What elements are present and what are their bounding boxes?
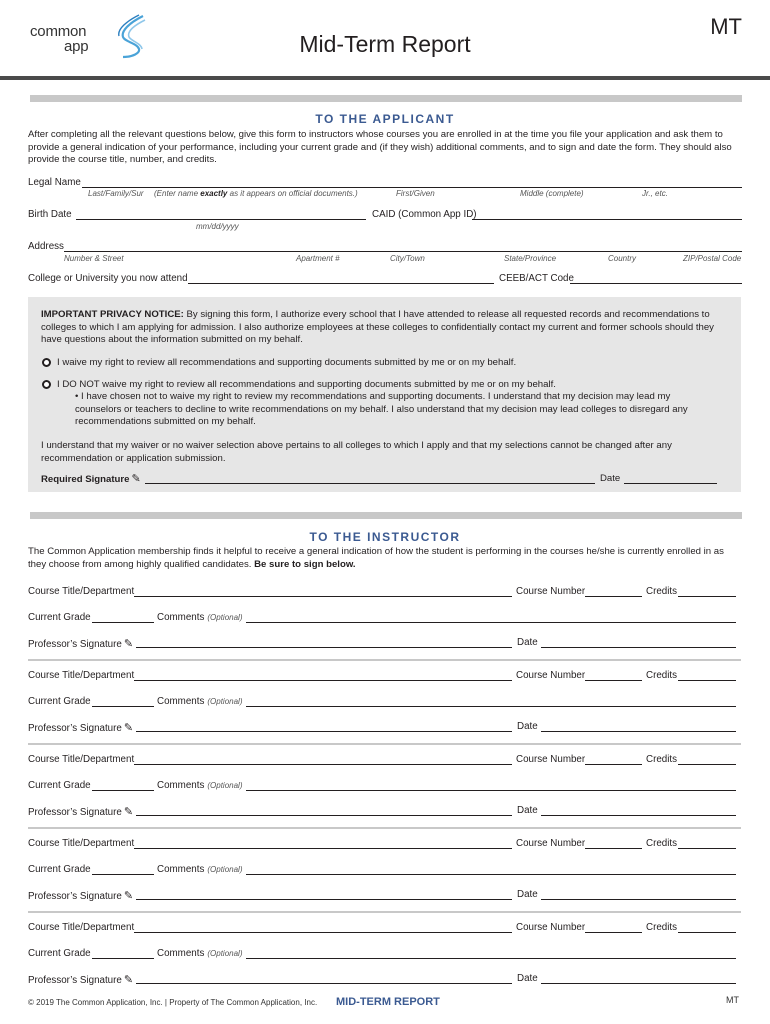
form-code: MT bbox=[710, 14, 742, 39]
page-title: Mid-Term Report bbox=[299, 31, 471, 57]
footer-copyright: © 2019 The Common Application, Inc. | Property of The Common Application, Inc. bbox=[28, 998, 318, 1007]
course-number-label: Course Number bbox=[516, 586, 586, 597]
current-grade-field[interactable] bbox=[92, 790, 154, 791]
date-field[interactable] bbox=[541, 983, 736, 984]
professor-signature-field[interactable] bbox=[136, 983, 512, 984]
instructor-section-title: TO THE INSTRUCTOR bbox=[309, 530, 461, 544]
course-title-field[interactable] bbox=[134, 848, 512, 849]
comments-field[interactable] bbox=[246, 706, 736, 707]
comments-label: Comments (Optional) bbox=[157, 612, 243, 623]
professor-signature-field[interactable] bbox=[136, 899, 512, 900]
course-number-label: Course Number bbox=[516, 670, 586, 681]
privacy-notice-text: IMPORTANT PRIVACY NOTICE: By signing this form, I authorize every school that I have attended to release all requested records and recommendations to colleges to which I am applying for admission. I also authorize employees at these colleges to confidentially contact my current and former schools should they have questions about the information submitted on my behalf. bbox=[41, 309, 714, 345]
comments-field[interactable] bbox=[246, 958, 736, 959]
comments-field[interactable] bbox=[246, 874, 736, 875]
course-title-label: Course Title/Department bbox=[28, 586, 135, 597]
date-field[interactable] bbox=[541, 731, 736, 732]
privacy-notice-box bbox=[28, 297, 741, 492]
course-title-label: Course Title/Department bbox=[28, 922, 135, 933]
current-grade-field[interactable] bbox=[92, 706, 154, 707]
footer-form-code: MT bbox=[726, 995, 739, 1005]
credits-label: Credits bbox=[646, 922, 678, 933]
professor-signature-label: Professor’s Signature ✎ bbox=[28, 974, 134, 986]
not-waive-bullet: • I have chosen not to waive my right to review my recommendations and supporting documents. I understand that my decision may lead my counselors or teachers to decline to write recommendations on my behalf. I also understand that my decision may lead colleges to disregard any recommendations submitted on my behalf. bbox=[75, 391, 688, 427]
current-grade-field[interactable] bbox=[92, 874, 154, 875]
legal-name-field[interactable] bbox=[82, 187, 742, 188]
current-grade-label: Current Grade bbox=[28, 948, 91, 959]
course-block-divider bbox=[28, 827, 741, 829]
not-waive-radio[interactable] bbox=[42, 380, 51, 389]
footer-form-name: MID-TERM REPORT bbox=[336, 996, 440, 1008]
date-label: Date bbox=[517, 805, 538, 816]
credits-field[interactable] bbox=[678, 932, 736, 933]
ceeb-label: CEEB/ACT Code bbox=[499, 273, 574, 284]
credits-field[interactable] bbox=[678, 680, 736, 681]
applicant-section-bar bbox=[30, 95, 742, 102]
address-sub-zip: ZIP/Postal Code bbox=[683, 254, 742, 263]
date-field[interactable] bbox=[541, 815, 736, 816]
pencil-icon: ✎ bbox=[123, 638, 134, 650]
caid-label: CAID (Common App ID) bbox=[372, 209, 477, 220]
pencil-icon: ✎ bbox=[123, 974, 134, 986]
required-signature-field[interactable] bbox=[145, 483, 595, 484]
credits-field[interactable] bbox=[678, 764, 736, 765]
college-label: College or University you now attend bbox=[28, 273, 188, 284]
applicant-section-title: TO THE APPLICANT bbox=[315, 112, 455, 126]
legal-name-sub-last: Last/Family/Sur bbox=[88, 189, 144, 198]
course-title-field[interactable] bbox=[134, 596, 512, 597]
instructor-intro: The Common Application membership finds it helpful to receive a general indication of how the student is performing in the courses he/she is currently enrolled in as they choose from among highly qualified candidates. Be sure to sign below. bbox=[28, 546, 724, 570]
course-number-label: Course Number bbox=[516, 838, 586, 849]
logo-text-app: app bbox=[64, 38, 89, 55]
course-number-label: Course Number bbox=[516, 754, 586, 765]
date-label: Date bbox=[517, 637, 538, 648]
waive-radio[interactable] bbox=[42, 358, 51, 367]
pencil-icon: ✎ bbox=[123, 722, 134, 734]
applicant-instructions: After completing all the relevant questions below, give this form to instructors whose courses you are enrolled in at the time you file your application and ask them to provide a general indication of your performance, including your current grade and (if they wish) additional comments, and to sign and date the form. They should also provide the course title, number, and credits. bbox=[28, 129, 732, 165]
address-sub-country: Country bbox=[608, 254, 637, 263]
current-grade-field[interactable] bbox=[92, 622, 154, 623]
professor-signature-label: Professor’s Signature ✎ bbox=[28, 722, 134, 734]
required-date-field[interactable] bbox=[624, 483, 717, 484]
date-label: Date bbox=[517, 721, 538, 732]
address-sub-city: City/Town bbox=[390, 254, 425, 263]
current-grade-label: Current Grade bbox=[28, 612, 91, 623]
credits-field[interactable] bbox=[678, 596, 736, 597]
pencil-icon: ✎ bbox=[123, 890, 134, 902]
course-title-field[interactable] bbox=[134, 932, 512, 933]
birth-date-format: mm/dd/yyyy bbox=[196, 222, 239, 231]
course-number-label: Course Number bbox=[516, 922, 586, 933]
credits-label: Credits bbox=[646, 586, 678, 597]
college-field[interactable] bbox=[188, 283, 494, 284]
credits-label: Credits bbox=[646, 754, 678, 765]
course-number-field[interactable] bbox=[585, 680, 642, 681]
professor-signature-label: Professor’s Signature ✎ bbox=[28, 806, 134, 818]
header-rule bbox=[0, 76, 770, 80]
ceeb-field[interactable] bbox=[570, 283, 742, 284]
date-label: Date bbox=[517, 973, 538, 984]
credits-label: Credits bbox=[646, 838, 678, 849]
pencil-icon: ✎ bbox=[123, 806, 134, 818]
course-title-field[interactable] bbox=[134, 764, 512, 765]
legal-name-sub-middle: Middle (complete) bbox=[520, 189, 584, 198]
course-title-label: Course Title/Department bbox=[28, 838, 135, 849]
date-label: Date bbox=[517, 889, 538, 900]
required-date-label: Date bbox=[600, 473, 621, 484]
legal-name-sub-suffix: Jr., etc. bbox=[642, 189, 668, 198]
course-title-field[interactable] bbox=[134, 680, 512, 681]
course-number-field[interactable] bbox=[585, 848, 642, 849]
course-number-field[interactable] bbox=[585, 764, 642, 765]
course-number-field[interactable] bbox=[585, 596, 642, 597]
not-waive-option-label: I DO NOT waive my right to review all recommendations and supporting documents submitted by me or on my behalf. bbox=[57, 379, 556, 390]
course-block-divider bbox=[28, 911, 741, 913]
comments-field[interactable] bbox=[246, 790, 736, 791]
address-sub-street: Number & Street bbox=[64, 254, 124, 263]
comments-label: Comments (Optional) bbox=[157, 696, 243, 707]
course-number-field[interactable] bbox=[585, 932, 642, 933]
professor-signature-label: Professor’s Signature ✎ bbox=[28, 890, 134, 902]
professor-signature-label: Professor’s Signature ✎ bbox=[28, 638, 134, 650]
course-block-divider bbox=[28, 743, 741, 745]
course-title-label: Course Title/Department bbox=[28, 754, 135, 765]
required-signature-label: Required Signature ✎ bbox=[41, 473, 141, 485]
address-sub-state: State/Province bbox=[504, 254, 557, 263]
legal-name-sub-hint: (Enter name exactly as it appears on official documents.) bbox=[154, 189, 358, 198]
professor-signature-field[interactable] bbox=[136, 731, 512, 732]
current-grade-field[interactable] bbox=[92, 958, 154, 959]
birth-date-field[interactable] bbox=[76, 219, 366, 220]
address-label: Address bbox=[28, 241, 64, 252]
birth-date-label: Birth Date bbox=[28, 209, 72, 220]
credits-label: Credits bbox=[646, 670, 678, 681]
instructor-section-bar bbox=[30, 512, 742, 519]
address-sub-apt: Apartment # bbox=[296, 254, 340, 263]
course-block-divider bbox=[28, 659, 741, 661]
professor-signature-field[interactable] bbox=[136, 815, 512, 816]
comments-label: Comments (Optional) bbox=[157, 948, 243, 959]
date-field[interactable] bbox=[541, 899, 736, 900]
caid-field[interactable] bbox=[472, 219, 742, 220]
understand-text: I understand that my waiver or no waiver selection above pertains to all colleges to which I apply and that my selections cannot be changed after any recommendation or application submission. bbox=[41, 440, 672, 464]
current-grade-label: Current Grade bbox=[28, 864, 91, 875]
logo-text-common: common bbox=[30, 23, 87, 40]
professor-signature-field[interactable] bbox=[136, 647, 512, 648]
date-field[interactable] bbox=[541, 647, 736, 648]
address-field[interactable] bbox=[64, 251, 742, 252]
comments-field[interactable] bbox=[246, 622, 736, 623]
waive-option-label: I waive my right to review all recommendations and supporting documents submitted by me or on my behalf. bbox=[57, 357, 517, 368]
credits-field[interactable] bbox=[678, 848, 736, 849]
legal-name-label: Legal Name bbox=[28, 177, 81, 188]
comments-label: Comments (Optional) bbox=[157, 864, 243, 875]
legal-name-sub-first: First/Given bbox=[396, 189, 435, 198]
current-grade-label: Current Grade bbox=[28, 780, 91, 791]
pencil-icon: ✎ bbox=[131, 473, 141, 485]
course-title-label: Course Title/Department bbox=[28, 670, 135, 681]
comments-label: Comments (Optional) bbox=[157, 780, 243, 791]
current-grade-label: Current Grade bbox=[28, 696, 91, 707]
